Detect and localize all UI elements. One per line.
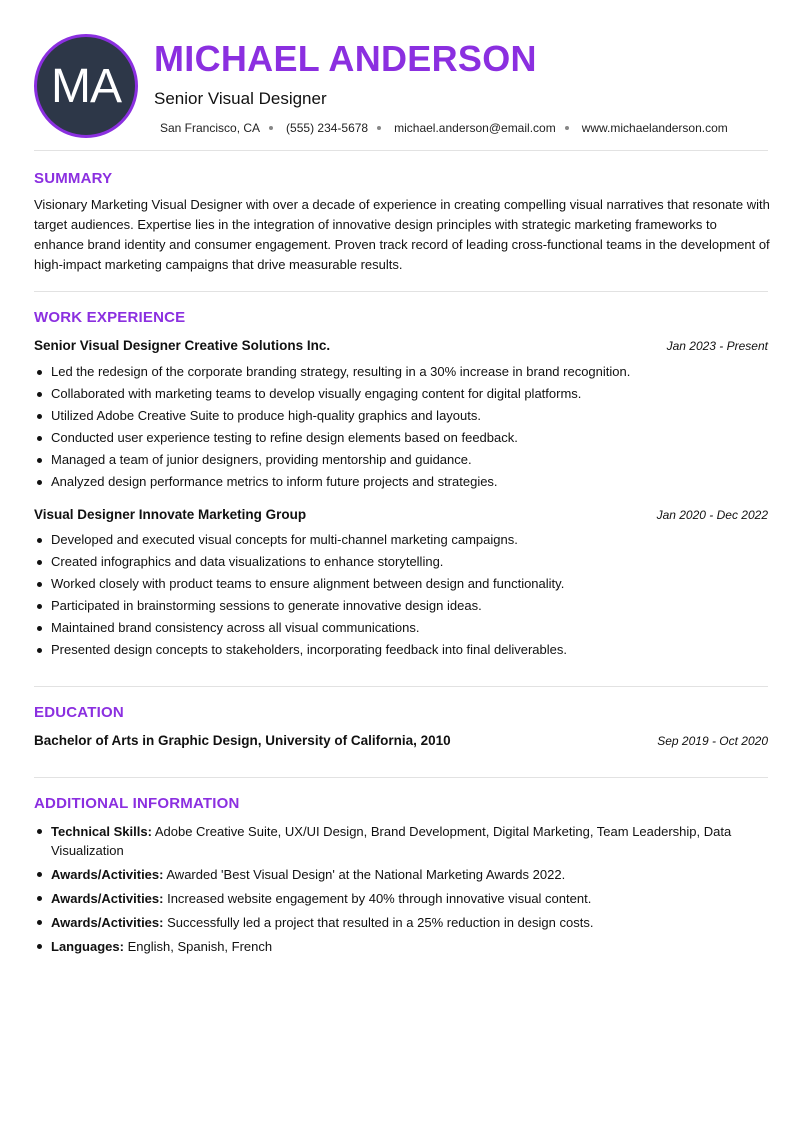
contact-email[interactable]: michael.anderson@email.com [394,121,556,135]
additional-info-list [34,822,768,961]
job-date: Jan 2023 - Present [666,339,768,353]
job-header [34,338,768,356]
list-item [34,865,768,884]
item-text: Awarded 'Best Visual Design' at the National Marketing Awards 2022. [166,867,566,882]
divider [34,686,768,687]
contact-location: San Francisco, CA [160,121,261,135]
job-title-headline: Senior Visual Designer [154,89,327,108]
list-item [34,822,768,860]
job-bullets [34,529,768,661]
list-item: Managed a team of junior designers, providing mentorship and guidance. [34,449,768,471]
job-title: Visual Designer Innovate Marketing Group [34,507,307,522]
list-item: Developed and executed visual concepts for multi-channel marketing campaigns. [34,529,768,551]
list-item [34,913,768,932]
list-item: Maintained brand consistency across all visual communications. [34,617,768,639]
list-item [34,937,768,956]
item-label: Awards/Activities: [51,867,164,882]
list-item: Participated in brainstorming sessions to generate innovative design ideas. [34,595,768,617]
list-item: Created infographics and data visualizations to enhance storytelling. [34,551,768,573]
separator-dot [565,126,569,130]
job-header [34,507,768,525]
avatar [34,34,138,138]
contact-info [160,121,728,135]
divider [34,777,768,778]
degree: Bachelor of Arts in Graphic Design, University of California, 2010 [34,733,451,748]
resume-header [34,34,768,138]
contact-phone: (555) 234-5678 [286,121,369,135]
education-entry [34,733,768,751]
list-item: Presented design concepts to stakeholders, incorporating feedback into final deliverables. [34,639,768,661]
list-item: Conducted user experience testing to refine design elements based on feedback. [34,427,768,449]
job-title: Senior Visual Designer Creative Solutions Inc. [34,338,331,353]
summary-text: Visionary Marketing Visual Designer with over a decade of experience in creating compelling visual narratives that resonate with target audiences. Expertise lies in the integration of innovative design principles with strategic marketing frameworks to enhance brand identity and consumer engagement. Proven track record of leading cross-functional teams in the development of high-impact marketing campaigns that drive measurable results. [34,197,770,272]
education-date: Sep 2019 - Oct 2020 [657,734,768,748]
list-item: Analyzed design performance metrics to inform future projects and strategies. [34,471,768,493]
list-item: Collaborated with marketing teams to develop visually engaging content for digital platforms. [34,383,768,405]
separator-dot [269,126,273,130]
additional-info-heading: ADDITIONAL INFORMATION [34,795,240,812]
list-item: Worked closely with product teams to ensure alignment between design and functionality. [34,573,768,595]
list-item: Led the redesign of the corporate branding strategy, resulting in a 30% increase in brand recognition. [34,361,768,383]
item-label: Languages: [51,939,124,954]
candidate-name: MICHAEL ANDERSON [154,38,537,79]
summary-heading: SUMMARY [34,170,113,187]
divider [34,150,768,151]
item-label: Technical Skills: [51,824,152,839]
work-experience-heading: WORK EXPERIENCE [34,309,186,326]
item-label: Awards/Activities: [51,915,164,930]
item-text: Adobe Creative Suite, UX/UI Design, Brand Development, Digital Marketing, Team Leadership, Data Visualization [51,824,732,858]
job-date: Jan 2020 - Dec 2022 [656,508,768,522]
list-item: Utilized Adobe Creative Suite to produce high-quality graphics and layouts. [34,405,768,427]
item-text: English, Spanish, French [127,939,273,954]
separator-dot [377,126,381,130]
avatar-initials: MA [51,59,121,113]
list-item [34,889,768,908]
job-bullets [34,361,768,493]
education-heading: EDUCATION [34,704,124,721]
item-text: Increased website engagement by 40% through innovative visual content. [167,891,592,906]
divider [34,291,768,292]
item-text: Successfully led a project that resulted in a 25% reduction in design costs. [167,915,594,930]
contact-website[interactable]: www.michaelanderson.com [581,121,728,135]
item-label: Awards/Activities: [51,891,164,906]
